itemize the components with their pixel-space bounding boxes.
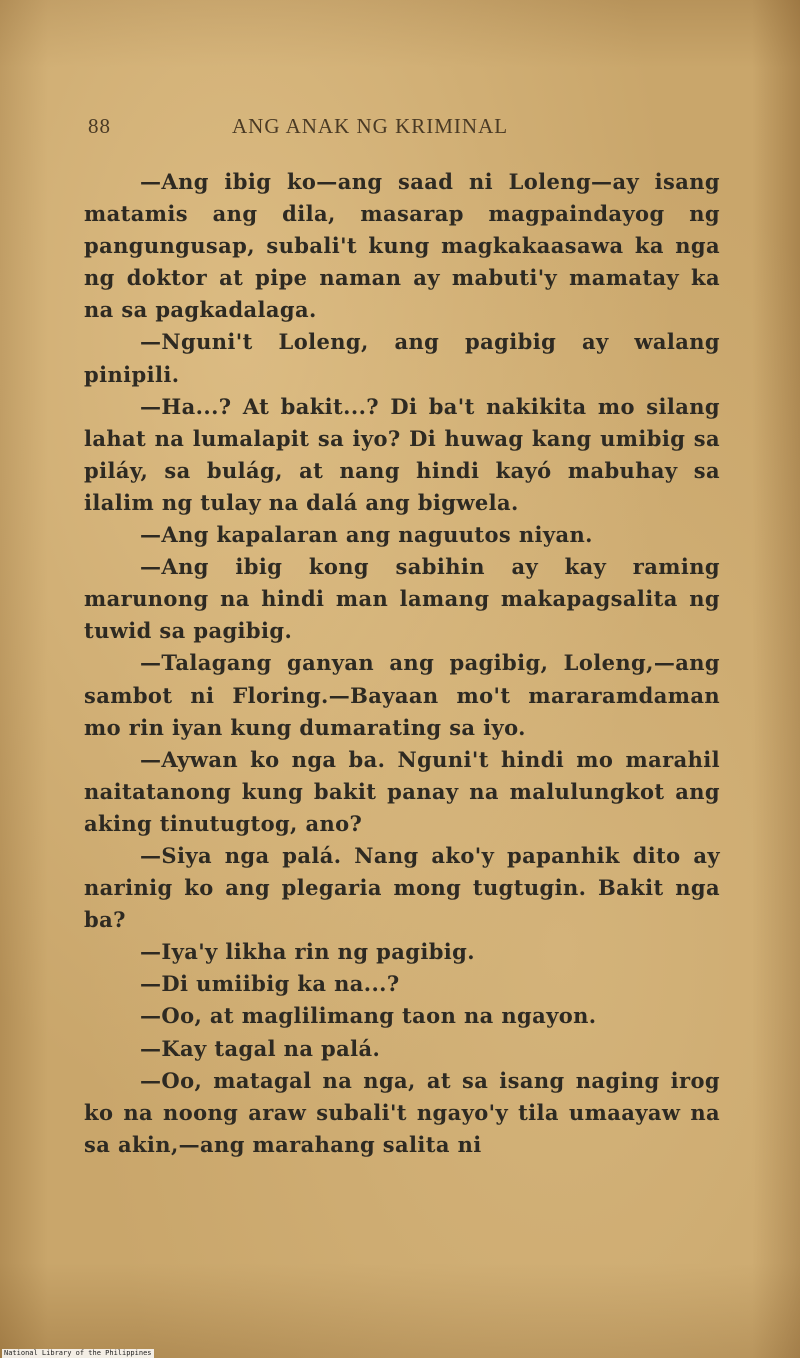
paragraph: —Ang ibig ko—ang saad ni Loleng—ay isang matamis ang dila, masarap magpaindayog ng pangungusap, subali't kung magkakaasawa ka nga ng doktor at pipe naman ay mabuti'y mamatay ka na sa pagkadalaga. <box>84 169 720 323</box>
running-title: ANG ANAK NG KRIMINAL <box>232 114 509 138</box>
page-number: 88 <box>88 114 111 138</box>
page-header <box>88 114 588 144</box>
paragraph: —Ang ibig kong sabihin ay kay raming marunong na hindi man lamang makapagsalita ng tuwid sa pagibig. <box>84 554 720 644</box>
paragraph: —Ang kapalaran ang naguutos niyan. <box>140 522 593 548</box>
paragraph: —Siya nga palá. Nang ako'y papanhik dito ay narinig ko ang plegaria mong tugtugin. Bakit nga ba? <box>84 842 720 933</box>
body-text <box>84 166 720 1161</box>
paragraph: —Iya'y likha rin ng pagibig. <box>140 939 475 965</box>
paragraph: —Aywan ko nga ba. Nguni't hindi mo marahil naitatanong kung bakit panay na malulungkot ang aking tinutugtog, ano? <box>84 746 720 836</box>
library-credit: National Library of the Philippines <box>4 1349 152 1357</box>
paragraph: —Di umiibig ka na...? <box>140 971 400 997</box>
paragraph: —Talagang ganyan ang pagibig, Loleng,—ang sambot ni Floring.—Bayaan mo't mararamdaman mo rin iyan kung dumarating sa iyo. <box>84 650 720 740</box>
paragraph: —Oo, matagal na nga, at sa isang naging irog ko na noong araw subali't ngayo'y tila umaayaw na sa akin,—ang marahang salita ni <box>84 1067 720 1157</box>
paragraph: —Ha...? At bakit...? Di ba't nakikita mo silang lahat na lumalapit sa iyo? Di huwag kang umibig sa piláy, sa bulág, at nang hindi kayó mabuhay sa ilalim ng tulay na dalá ang bigwela. <box>84 393 720 515</box>
paragraph: —Nguni't Loleng, ang pagibig ay walang pinipili. <box>84 329 720 387</box>
paragraph: —Oo, at maglilimang taon na ngayon. <box>140 1003 597 1029</box>
paragraph: —Kay tagal na palá. <box>140 1035 381 1061</box>
